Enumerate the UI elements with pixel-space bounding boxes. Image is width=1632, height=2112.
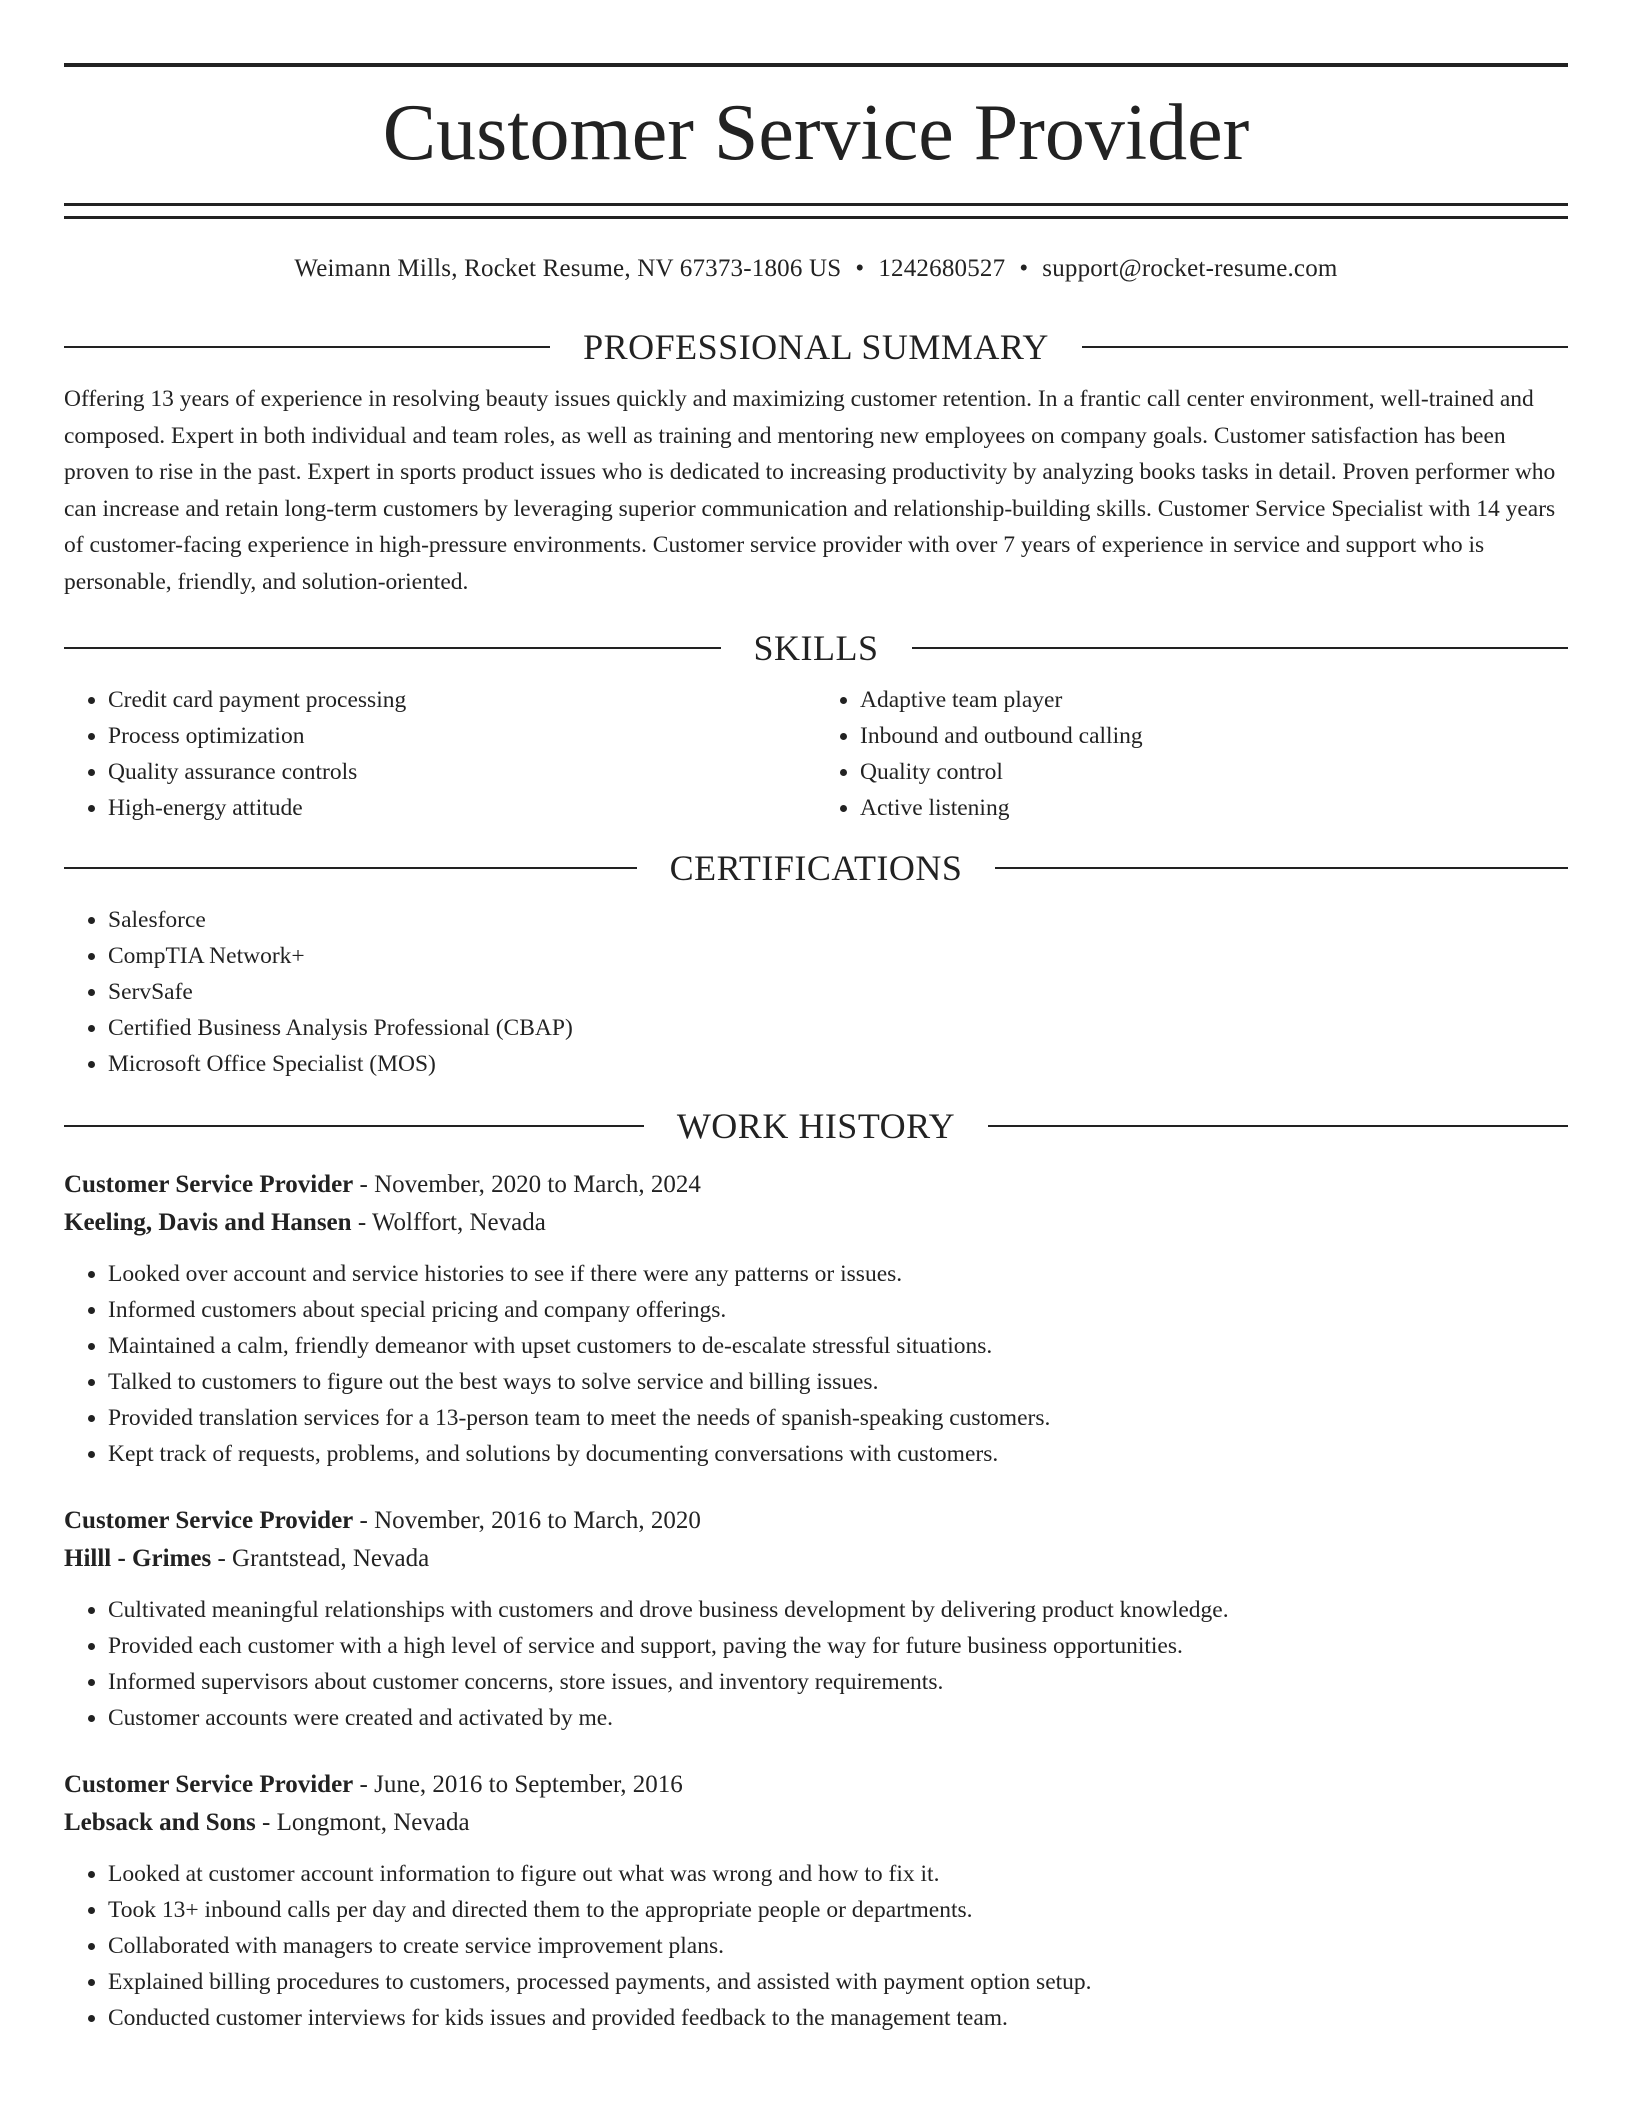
certification-item: • ServSafe: [108, 974, 1568, 1010]
job-bullet: • Provided each customer with a high level of service and support, paving the way for future business opportunities.: [108, 1628, 1568, 1664]
job-bullet: • Looked over account and service histories to see if there were any patterns or issues.: [108, 1256, 1568, 1292]
heading-rule-right: [995, 867, 1568, 869]
contact-separator: •: [855, 255, 865, 282]
section-title: PROFESSIONAL SUMMARY: [583, 327, 1049, 367]
contact-phone: 1242680527: [878, 255, 1006, 282]
job-dates: November, 2016 to March, 2020: [374, 1507, 701, 1534]
resume-header: [64, 0, 1568, 285]
skill-item: • Process optimization: [108, 718, 816, 754]
contact-line: [64, 253, 1568, 285]
skill-item: • Inbound and outbound calling: [860, 718, 1568, 754]
certifications-section: [64, 846, 1568, 1082]
job-bullet: • Explained billing procedures to customers, processed payments, and assisted with payment option setup.: [108, 1964, 1568, 2000]
job-bullet: • Talked to customers to figure out the best ways to solve service and billing issues.: [108, 1364, 1568, 1400]
job-bullet: • Took 13+ inbound calls per day and directed them to the appropriate people or departments.: [108, 1892, 1568, 1928]
skills-list-left: [64, 682, 816, 826]
heading-rule-left: [64, 346, 550, 348]
dash: -: [255, 1809, 277, 1836]
job-location: Longmont, Nevada: [276, 1809, 470, 1836]
job-bullet: • Collaborated with managers to create service improvement plans.: [108, 1928, 1568, 1964]
dash: -: [211, 1545, 233, 1572]
section-heading: [64, 325, 1568, 369]
certification-item: • Salesforce: [108, 902, 1568, 938]
section-heading: [64, 846, 1568, 890]
resume-name: Customer Service Provider: [382, 89, 1250, 177]
skill-item: • Quality assurance controls: [108, 754, 816, 790]
top-rule: [64, 63, 1568, 67]
job-dates: June, 2016 to September, 2016: [374, 1771, 683, 1798]
job-title: Customer Service Provider: [64, 1507, 354, 1534]
job-bullet: • Maintained a calm, friendly demeanor with upset customers to de-escalate stressful situations.: [108, 1328, 1568, 1364]
job-title: Customer Service Provider: [64, 1171, 354, 1198]
dash: -: [353, 1171, 375, 1198]
job-title-line: [64, 1766, 1568, 1804]
job-dates: November, 2020 to March, 2024: [374, 1171, 701, 1198]
skill-item: • High-energy attitude: [108, 790, 816, 826]
section-heading: [64, 1104, 1568, 1148]
job-company-line: [64, 1204, 1568, 1242]
certification-item: • CompTIA Network+: [108, 938, 1568, 974]
job-company: Lebsack and Sons: [64, 1809, 256, 1836]
skills-list-right: [816, 682, 1568, 826]
job-company: Keeling, Davis and Hansen: [64, 1209, 352, 1236]
skill-item: • Quality control: [860, 754, 1568, 790]
job-title-line: [64, 1502, 1568, 1540]
heading-rule-right: [912, 647, 1569, 649]
job-bullet: • Looked at customer account information to figure out what was wrong and how to fix it.: [108, 1856, 1568, 1892]
section-heading: [64, 626, 1568, 670]
summary-text: Offering 13 years of experience in resolving beauty issues quickly and maximizing customer retention. In a frantic call center environment, well-trained and composed. Expert in both individual and team roles, as well as training and mentoring new employees on company goals. Customer satisfaction has been proven to rise in the past. Expert in sports product issues who is dedicated to increasing productivity by analyzing books tasks in detail. Proven performer who can increase and retain long-term customers by leveraging superior communication and relationship-building skills. Customer Service Specialist with 14 years of customer-facing experience in high-pressure environments. Customer service provider with over 7 years of experience in service and support who is personable, friendly, and solution-oriented.: [64, 386, 1556, 595]
certifications-list: [64, 902, 1568, 1082]
skill-item: • Credit card payment processing: [108, 682, 816, 718]
dash: -: [351, 1209, 372, 1236]
dash: -: [353, 1507, 375, 1534]
job-title: Customer Service Provider: [64, 1771, 354, 1798]
job-company: Hilll - Grimes: [64, 1545, 212, 1572]
job-entry: [64, 1502, 1568, 1736]
job-bullet: • Kept track of requests, problems, and solutions by documenting conversations with customers.: [108, 1436, 1568, 1472]
job-bullet: • Cultivated meaningful relationships with customers and drove business development by delivering product knowledge.: [108, 1592, 1568, 1628]
job-entry: [64, 1766, 1568, 2036]
job-company-line: [64, 1540, 1568, 1578]
section-title: WORK HISTORY: [676, 1106, 956, 1146]
job-bullet: • Conducted customer interviews for kids issues and provided feedback to the management team.: [108, 2000, 1568, 2036]
skills-columns: [64, 682, 1568, 826]
section-title: CERTIFICATIONS: [669, 848, 963, 888]
heading-rule-left: [64, 1125, 644, 1127]
heading-rule-left: [64, 647, 721, 649]
work-history-section: [64, 1104, 1568, 2036]
contact-address: Weimann Mills, Rocket Resume, NV 67373-1806 US: [294, 255, 842, 282]
job-bullet: • Provided translation services for a 13-person team to meet the needs of spanish-speaking customers.: [108, 1400, 1568, 1436]
skill-item: • Adaptive team player: [860, 682, 1568, 718]
job-entry: [64, 1166, 1568, 1472]
job-title-line: [64, 1166, 1568, 1204]
heading-rule-right: [1082, 346, 1568, 348]
professional-summary-section: [64, 325, 1568, 600]
skill-item: • Active listening: [860, 790, 1568, 826]
certification-item: • Microsoft Office Specialist (MOS): [108, 1046, 1568, 1082]
job-bullet: • Customer accounts were created and activated by me.: [108, 1700, 1568, 1736]
certification-item: • Certified Business Analysis Professional (CBAP): [108, 1010, 1568, 1046]
contact-separator: •: [1019, 255, 1029, 282]
heading-rule-right: [988, 1125, 1568, 1127]
job-bullets: [64, 1856, 1568, 2036]
section-title: SKILLS: [753, 628, 879, 668]
job-bullets: [64, 1256, 1568, 1472]
dash: -: [353, 1771, 375, 1798]
skills-section: [64, 626, 1568, 826]
heading-rule-left: [64, 867, 637, 869]
job-bullets: [64, 1592, 1568, 1736]
job-location: Wolffort, Nevada: [371, 1209, 546, 1236]
job-location: Grantstead, Nevada: [232, 1545, 430, 1572]
job-bullet: • Informed supervisors about customer concerns, store issues, and inventory requirements.: [108, 1664, 1568, 1700]
job-company-line: [64, 1804, 1568, 1842]
contact-email: support@rocket-resume.com: [1042, 255, 1338, 282]
name-double-rule: [64, 203, 1568, 219]
job-bullet: • Informed customers about special pricing and company offerings.: [108, 1292, 1568, 1328]
